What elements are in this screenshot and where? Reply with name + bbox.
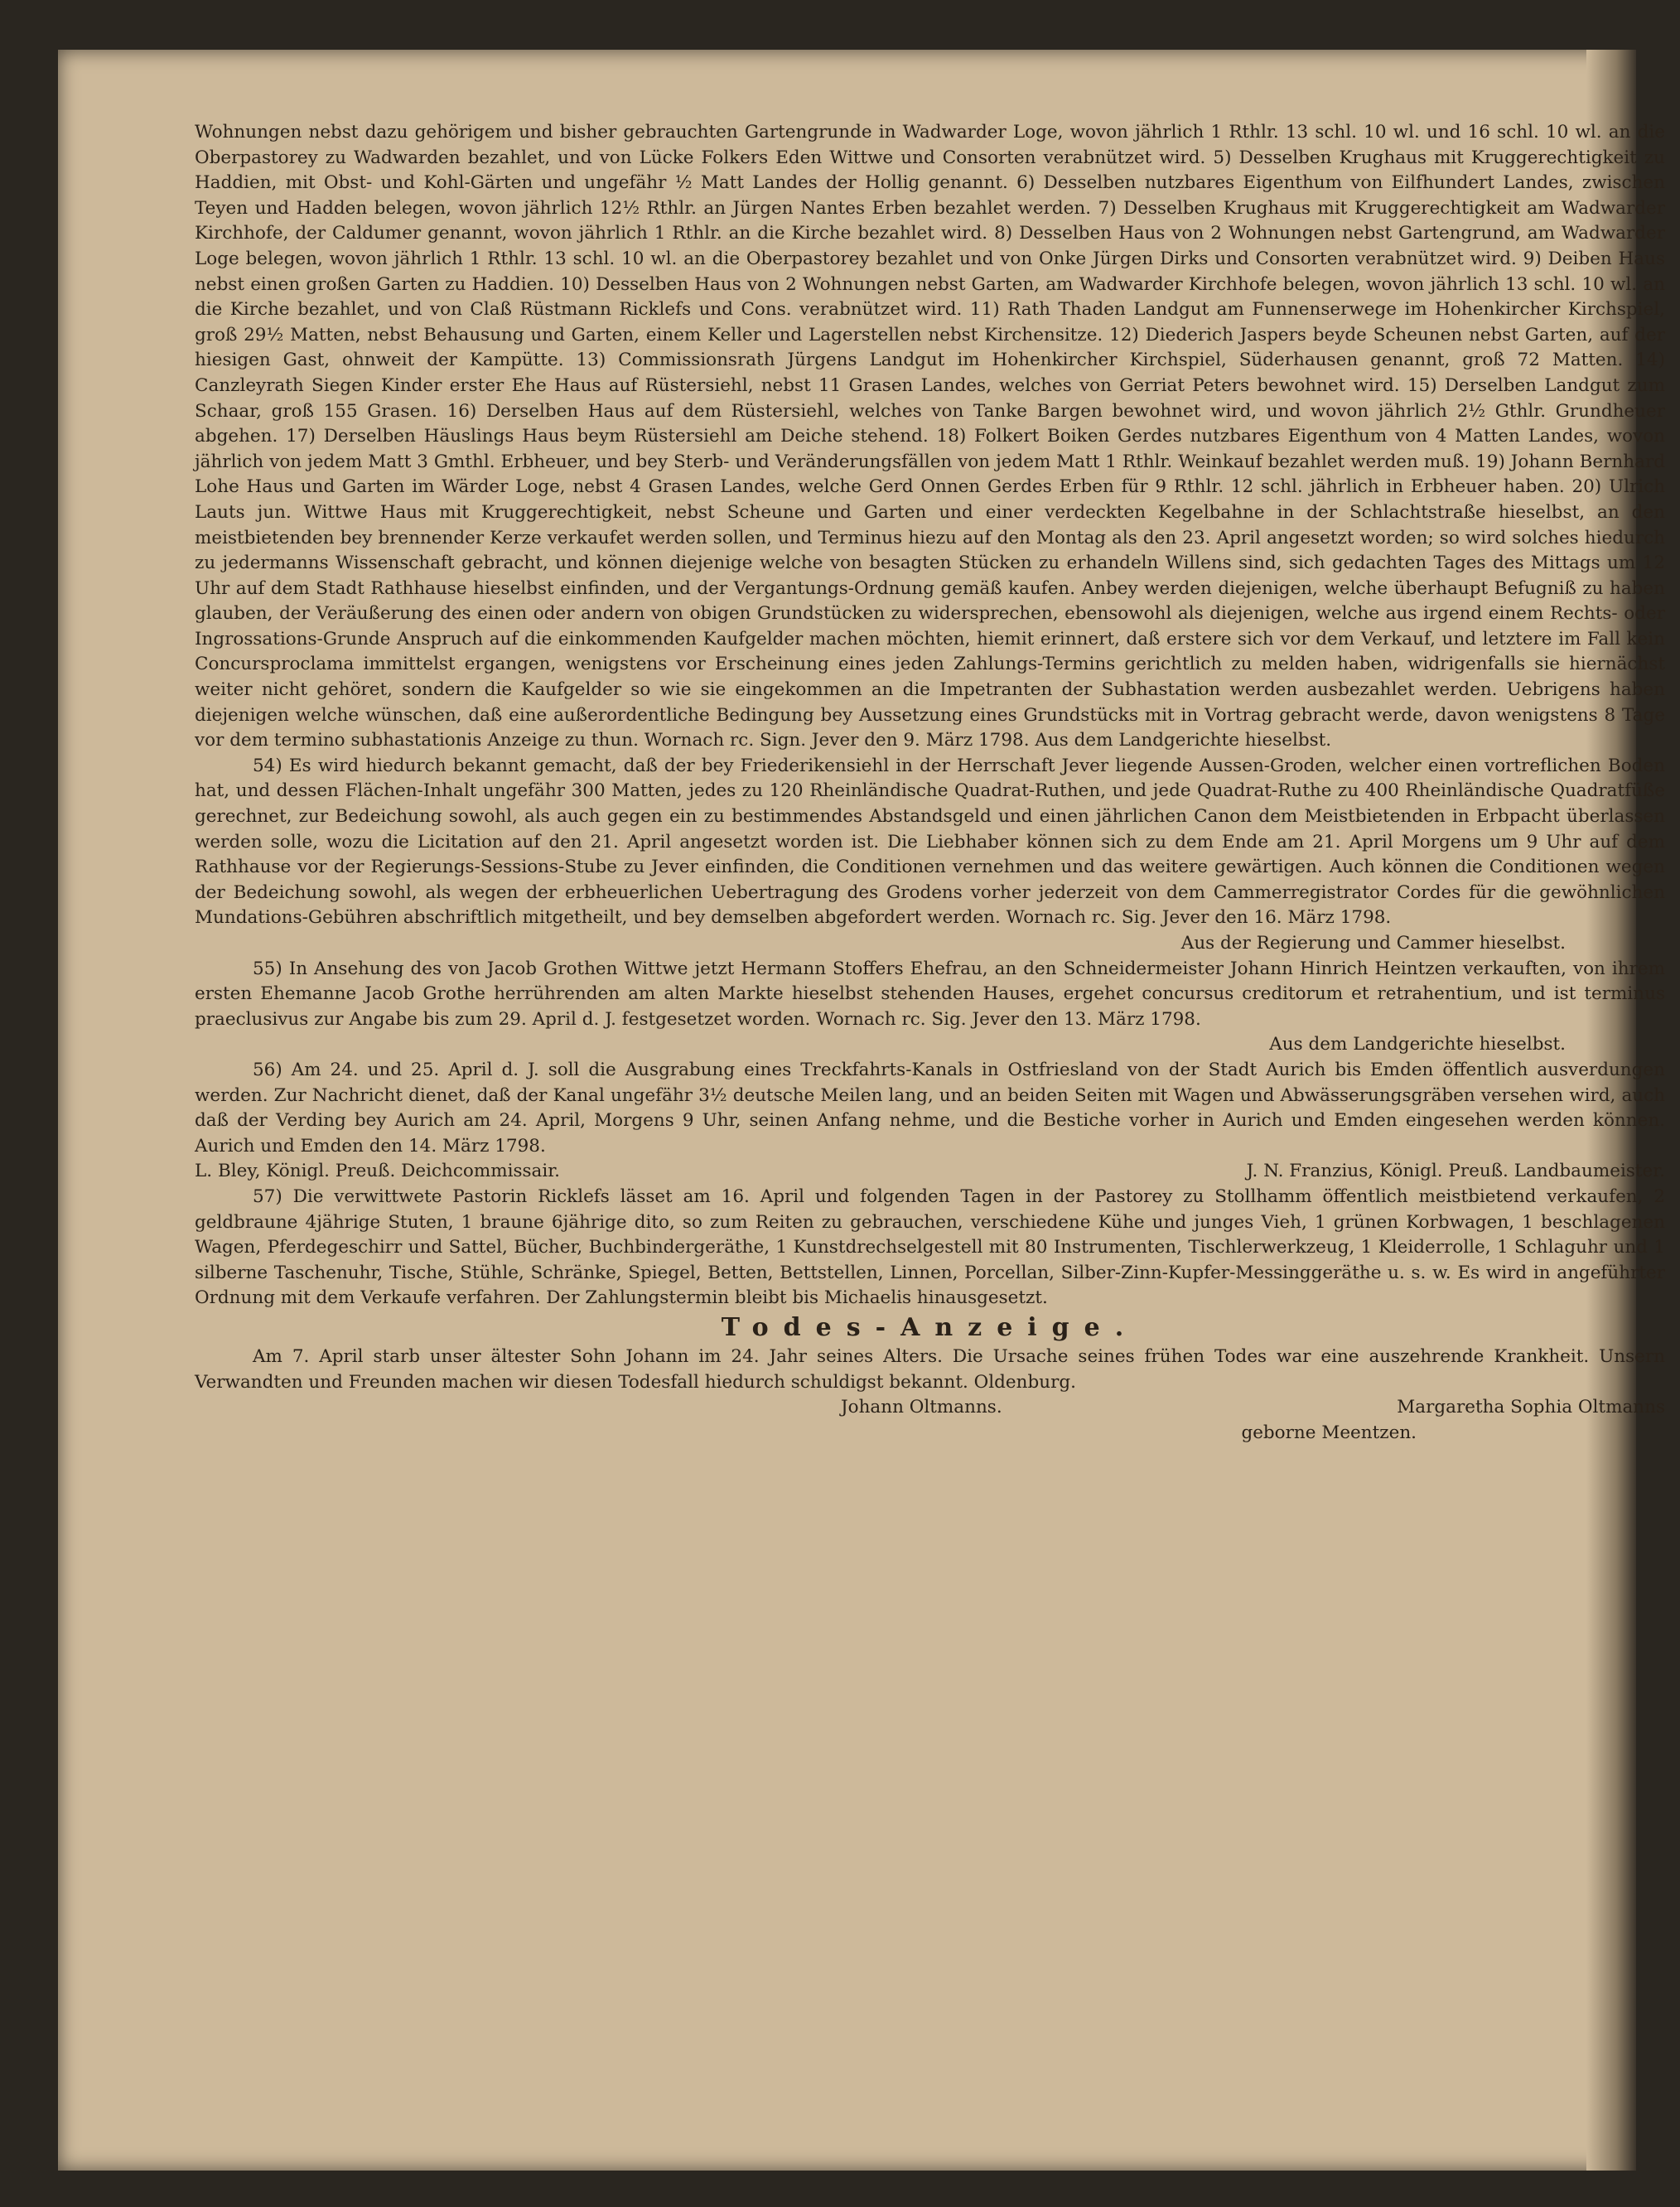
page-text-column xyxy=(195,120,1665,1446)
signature-franzius: J. N. Franzius, Königl. Preuß. Landbaumeister. xyxy=(1246,1161,1665,1182)
paragraph-notice-57: 57) Die verwittwete Pastorin Ricklefs lässet am 16. April und folgenden Tagen in der Pastorey zu Stollhamm öffentlich meistbietend verkaufen, 2 geldbraune 4jährige Stuten, 1 braune 6jährige dito, so zum Reiten zu gebrauchen, verschiedene Kühe und junges Vieh, 1 grünen Korbwagen, 1 beschlagenen Wagen, Pferdegeschirr und Sattel, Bücher, Buchbindergeräthe, 1 Kunstdrechselgestell mit 80 Instrumenten, Tischlerwerkzeug, 1 Kleiderrolle, 1 Schlaguhr und 1 silberne Taschenuhr, Tische, Stühle, Schränke, Spiegel, Betten, Bettstellen, Linnen, Porcellan, Silber-Zinn-Kupfer-Messinggeräthe u. s. w. Es wird in angeführter Ordnung mit dem Verkaufe verfahren. Der Zahlungstermin bleibt bis Michaelis hinausgesetzt. xyxy=(195,1186,1665,1309)
signature-geborne: geborne Meentzen. xyxy=(1241,1422,1417,1443)
signature-landgericht: Aus dem Landgerichte hieselbst. xyxy=(1269,1034,1566,1055)
death-notice-text: Am 7. April starb unser ältester Sohn Johann im 24. Jahr seines Alters. Die Ursache seines frühen Todes war eine auszehrende Krankheit. Unsern Verwandten und Freunden machen wir diesen Todesfall hiedurch schuldigst bekannt. xyxy=(195,1345,1665,1393)
signature-line-56 xyxy=(195,1159,1665,1185)
death-signature-line xyxy=(195,1395,1665,1421)
paragraph-notice-56: 56) Am 24. und 25. April d. J. soll die Ausgrabung eines Treckfahrts-Kanals in Ostfriesland von der Stadt Aurich bis Emden öffentlich ausverdungen werden. Zur Nachricht dienet, daß der Kanal ungefähr 3½ deutsche Meilen lang, und an beiden Seiten mit Wagen und Abwässerungsgräben versehen wird, auch daß der Verding bey Aurich am 24. April, Morgens 9 Uhr, seinen Anfang nehme, und die Bestiche vorher in Aurich und Emden eingesehen werden können. Aurich und Emden den 14. März 1798. xyxy=(195,1059,1665,1157)
signature-bley: L. Bley, Königl. Preuß. Deichcommissair. xyxy=(195,1161,560,1182)
paragraph-notice-53: Wohnungen nebst dazu gehörigem und bisher gebrauchten Gartengrunde in Wadwarder Loge, wovon jährlich 1 Rthlr. 13 schl. 10 wl. und 16 schl. 10 wl. an die Oberpastorey zu Wadwarden bezahlet, und von Lücke Folkers Eden Wittwe und Consorten verabnützet wird. 5) Desselben Krughaus mit Kruggerechtigkeit zu Haddien, mit Obst- und Kohl-Gärten und ungefähr ½ Matt Landes der Hollig genannt. 6) Desselben nutzbares Eigenthum von Eilfhundert Landes, zwischen Teyen und Hadden belegen, wovon jährlich 12½ Rthlr. an Jürgen Nantes Erben bezahlet werden. 7) Desselben Krughaus mit Kruggerechtigkeit am Wadwarder Kirchhofe, der Caldumer genannt, wovon jährlich 1 Rthlr. an die Kirche bezahlet wird. 8) Desselben Haus von 2 Wohnungen nebst Gartengrund, am Wadwarder Loge belegen, wovon jährlich 1 Rthlr. 13 schl. 10 wl. an die Oberpastorey bezahlet und von Onke Jürgen Dirks und Consorten verabnützet wird. 9) Deiben Haus nebst einen großen Garten zu Haddien. 10) Desselben Haus von 2 Wohnungen nebst Garten, am Wadwarder Kirchhofe belegen, wovon jährlich 13 schl. 10 wl. an die Kirche bezahlet, und von Claß Rüstmann Ricklefs und Cons. verabnützet wird. 11) Rath Thaden Landgut am Funnenserwege im Hohenkircher Kirchspiel, groß 29½ Matten, nebst Behausung und Garten, einem Keller und Lagerstellen nebst Kirchensitze. 12) Diederich Jaspers beyde Scheunen nebst Garten, auf der hiesigen Gast, ohnweit der Kampütte. 13) Commissionsrath Jürgens Landgut im Hohenkircher Kirchspiel, Süderhausen genannt, groß 72 Matten. 14) Canzleyrath Siegen Kinder erster Ehe Haus auf Rüstersiehl, nebst 11 Grasen Landes, welches von Gerriat Peters bewohnet wird. 15) Derselben Landgut zum Schaar, groß 155 Grasen. 16) Derselben Haus auf dem Rüstersiehl, welches von Tanke Bargen bewohnet wird, und wovon jährlich 2½ Gthlr. Grundheuer abgehen. 17) Derselben Häuslings Haus beym Rüstersiehl am Deiche stehend. 18) Folkert Boiken Gerdes nutzbares Eigenthum von 4 Matten Landes, wovon jährlich von jedem Matt 3 Gmthl. Erbheuer, und bey Sterb- und Veränderungsfällen von jedem Matt 1 Rthlr. Weinkauf bezahlet werden muß. 19) Johann Bernhard Lohe Haus und Garten im Wärder Loge, nebst 4 Grasen Landes, welche Gerd Onnen Gerdes Erben für 9 Rthlr. 12 schl. jährlich in Erbheuer haben. 20) Ulrich Lauts jun. Wittwe Haus mit Kruggerechtigkeit, nebst Scheune und Garten und einer verdeckten Kegelbahne in der Schlachtstraße hieselbst, an den meistbietenden bey brennender Kerze verkaufet werden sollen, und Terminus hiezu auf den Montag als den 23. April angesetzt worden; so wird solches hiedurch zu jedermanns Wissenschaft gebracht, und können diejenige welche von besagten Stücken zu erhandeln Willens sind, sich gedachten Tages des Mittags um 12 Uhr auf dem Stadt Rathhause hieselbst einfinden, und der Vergantungs-Ordnung gemäß kaufen. Anbey werden diejenigen, welche überhaupt Befugniß zu haben glauben, der Veräußerung des einen oder andern von obigen Grundstücken zu widersprechen, ebensowohl als diejenigen, welche aus irgend einem Rechts- oder Ingrossations-Grunde Anspruch auf die einkommenden Kaufgelder machen möchten, hiemit erinnert, daß erstere sich vor dem Verkauf, und letztere im Fall kein Concursproclama immittelst ergangen, wenigstens vor Erscheinung eines jeden Zahlungs-Termins gerichtlich zu melden haben, widrigenfalls sie hiernächst weiter nicht gehöret, sondern die Kaufgelder so wie sie eingekommen an die Impetranten der Subhastation werden ausbezahlet werden. Uebrigens haben diejenigen welche wünschen, daß eine außerordentliche Bedingung bey Aussetzung eines Grundstücks mit in Vortrag gebracht werde, davon wenigstens 8 Tage vor dem termino subhastationis Anzeige zu thun. Wornach rc. Sign. Jever den 9. März 1798. Aus dem Landgerichte hieselbst. xyxy=(195,122,1665,751)
signature-regierung: Aus der Regierung und Cammer hieselbst. xyxy=(1180,933,1566,954)
signature-johann-oltmanns: Johann Oltmanns. xyxy=(841,1397,1002,1418)
death-notice-place: Oldenburg. xyxy=(973,1371,1076,1393)
paragraph-notice-55: 55) In Ansehung des von Jacob Grothen Wittwe jetzt Hermann Stoffers Ehefrau, an den Schneidermeister Johann Hinrich Heintzen verkauften, von ihrem ersten Ehemanne Jacob Grothe herrührenden am alten Markte hieselbst stehenden Hauses, ergehet concursus creditorum et retrahentium, und ist terminus praeclusivus zur Angabe bis zum 29. April d. J. festgesetzet worden. Wornach rc. Sig. Jever den 13. März 1798. xyxy=(195,958,1665,1030)
death-notice-heading: Todes-Anzeige. xyxy=(721,1312,1139,1342)
newspaper-page xyxy=(58,50,1665,2171)
signature-margaretha-oltmanns: Margaretha Sophia Oltmanns xyxy=(1397,1397,1665,1418)
paragraph-death-notice xyxy=(195,1345,1665,1395)
paragraph-notice-54: 54) Es wird hiedurch bekannt gemacht, daß der bey Friederikensiehl in der Herrschaft Jever liegende Aussen-Groden, welcher einen vortreflichen Boden hat, und dessen Flächen-Inhalt ungefähr 300 Matten, jedes zu 120 Rheinländische Quadrat-Ruthen, und jede Quadrat-Ruthe zu 400 Rheinländische Quadratfüße gerechnet, zur Bedeichung sowohl, als auch gegen ein zu bestimmendes Abstandsgeld und einen jährlichen Canon dem Meistbietenden in Erbpacht überlassen werden solle, wozu die Licitation auf den 21. April angesetzt worden ist. Die Liebhaber können sich zu dem Ende am 21. April Morgens um 9 Uhr auf dem Rathhause vor der Regierungs-Sessions-Stube zu Jever einfinden, die Conditionen vernehmen und das weitere gewärtigen. Auch können die Conditionen wegen der Bedeichung sowohl, als wegen der erbheuerlichen Uebertragung des Grodens vorher jederzeit von dem Cammerregistrator Cordes für die gewöhnlichen Mundations-Gebühren abschriftlich mitgetheilt, und bey demselben abgefordert werden. Wornach rc. Sig. Jever den 16. März 1798. xyxy=(195,755,1665,929)
